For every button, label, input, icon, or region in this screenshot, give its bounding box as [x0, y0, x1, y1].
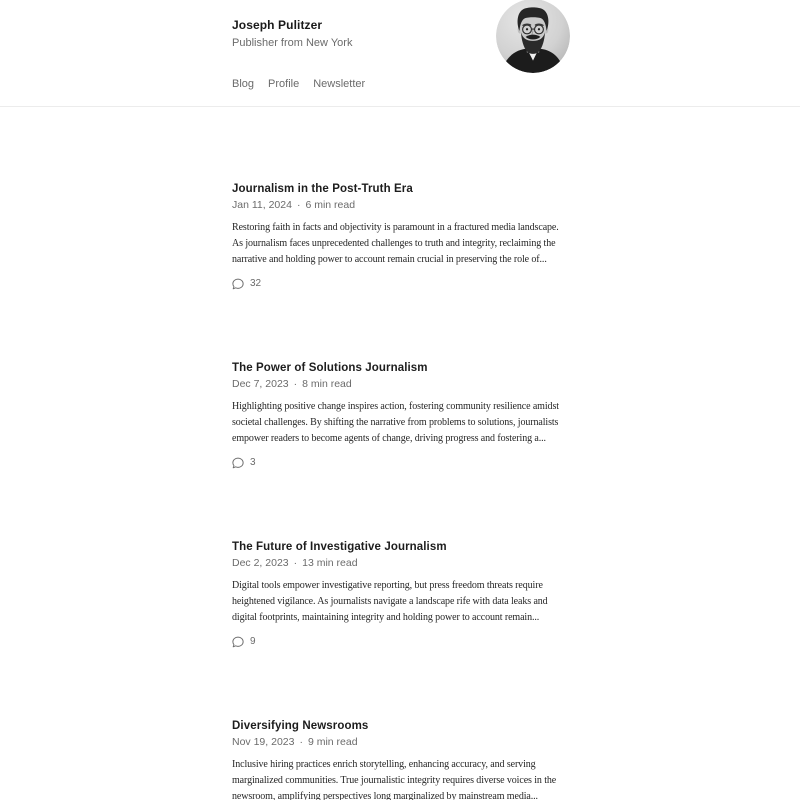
post-date: Dec 7, 2023 [232, 378, 289, 390]
post-title-link[interactable]: Journalism in the Post-Truth Era [232, 183, 413, 195]
post-date: Dec 2, 2023 [232, 557, 289, 569]
avatar [496, 0, 570, 73]
post-excerpt: Digital tools empower investigative reporting, but press freedom threats require heightened vigilance. As journalists navigate a landscape rife with data leaks and digital footprints, maintaining integrity and holding power to account remain... [232, 580, 548, 623]
nav-link-profile[interactable]: Profile [268, 78, 300, 90]
post-item [232, 719, 568, 800]
post-title-link[interactable]: Diversifying Newsrooms [232, 720, 369, 732]
post-read-time: 13 min read [302, 557, 358, 569]
site-nav [232, 77, 568, 91]
nav-link-blog[interactable]: Blog [232, 78, 255, 90]
meta-separator: · [293, 557, 298, 569]
post-date: Jan 11, 2024 [232, 199, 292, 211]
site-header [0, 0, 800, 107]
post-title-link[interactable]: The Future of Investigative Journalism [232, 541, 447, 553]
comment-count: 3 [250, 457, 256, 468]
nav-link-newsletter[interactable]: Newsletter [313, 78, 366, 90]
post-list-section [0, 107, 800, 800]
post-read-time: 9 min read [307, 736, 358, 748]
post-item [232, 540, 568, 648]
post-meta [232, 556, 568, 571]
meta-separator: · [296, 199, 301, 211]
comment-count: 32 [250, 278, 262, 289]
post-item [232, 182, 568, 290]
post-excerpt: Highlighting positive change inspires action, fostering community resilience amidst societal challenges. By shifting the narrative from problems to solutions, journalists empower readers to become agents of change, driving progress and fostering a... [232, 401, 559, 444]
post-excerpt: Inclusive hiring practices enrich storytelling, enhancing accuracy, and serving marginalized communities. True journalistic integrity requires diverse voices in the newsroom, amplifying perspectives long marginalized by mainstream media... [232, 759, 557, 800]
post-comments[interactable] [232, 457, 568, 469]
meta-separator: · [293, 378, 298, 390]
post-item [232, 361, 568, 469]
comment-count: 9 [250, 636, 256, 647]
author-subtitle: Publisher from New York [232, 37, 353, 49]
post-list [232, 107, 568, 800]
post-excerpt: Restoring faith in facts and objectivity is paramount in a fractured media landscape. As journalism faces unprecedented challenges to truth and integrity, reclaiming the narrative and holding power to account remain crucial in preserving the role of... [232, 222, 559, 265]
post-comments[interactable] [232, 636, 568, 648]
post-meta [232, 377, 568, 392]
post-date: Nov 19, 2023 [232, 736, 295, 748]
post-meta [232, 735, 568, 750]
post-meta [232, 198, 568, 213]
comment-icon [232, 636, 244, 648]
post-read-time: 6 min read [305, 199, 356, 211]
post-title-link[interactable]: The Power of Solutions Journalism [232, 362, 428, 374]
post-read-time: 8 min read [302, 378, 352, 390]
post-comments[interactable] [232, 278, 568, 290]
meta-separator: · [299, 736, 303, 748]
avatar-portrait-image [496, 0, 570, 73]
comment-icon [232, 278, 244, 290]
comment-icon [232, 457, 244, 469]
author-name: Joseph Pulitzer [232, 18, 323, 32]
